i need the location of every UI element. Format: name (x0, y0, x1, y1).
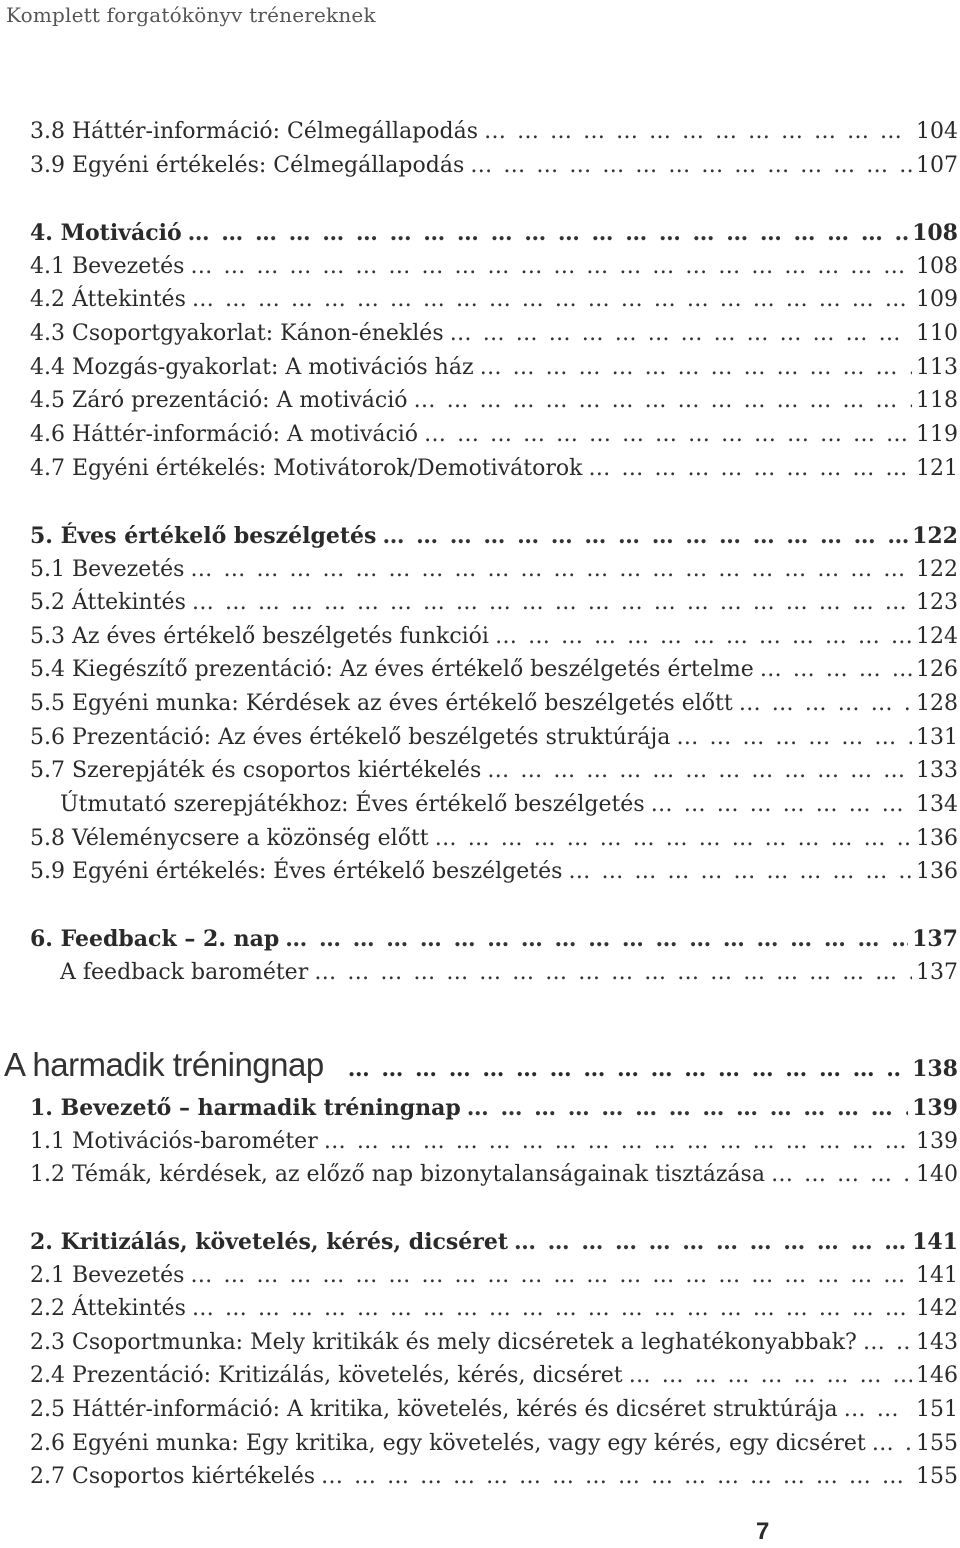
leader-dots (190, 1259, 912, 1293)
leader-dots (382, 519, 908, 553)
leader-dots (588, 452, 912, 486)
toc-entry[interactable] (30, 384, 958, 418)
toc-entry-title: 6. Feedback – 2. nap (30, 926, 280, 952)
toc-entry[interactable] (30, 1125, 958, 1159)
toc-entry-title: 2.5 Háttér-információ: A kritika, követelés, kérés és dicséret struktúrája (30, 1397, 838, 1422)
toc-entry-page: 141 (916, 1263, 958, 1288)
toc-entry-page: 108 (912, 220, 958, 246)
toc-entry-page: 141 (912, 1229, 958, 1255)
leader-dots (192, 283, 912, 317)
page-number: 7 (756, 1518, 770, 1545)
toc-entry-title: 4. Motiváció (30, 220, 182, 246)
toc-entry-page: 109 (916, 287, 958, 312)
leader-dots (467, 1091, 908, 1125)
leader-dots (348, 1056, 902, 1082)
toc-subentry[interactable] (60, 956, 958, 990)
leader-dots (424, 418, 912, 452)
leader-dots (450, 317, 912, 351)
toc-entry-page: 121 (916, 456, 958, 481)
toc-entry[interactable] (30, 452, 958, 486)
leader-dots (190, 250, 912, 284)
toc-entry-title: A feedback barométer (60, 960, 309, 985)
toc-entry-page: 134 (916, 792, 958, 817)
day-heading-title: A harmadik tréningnap (4, 1046, 324, 1083)
toc-entry-page: 124 (916, 624, 958, 649)
day-heading[interactable] (4, 1046, 958, 1094)
toc-entry[interactable] (30, 250, 958, 284)
toc-entry-title: 4.4 Mozgás-gyakorlat: A motivációs ház (30, 355, 474, 380)
leader-dots (192, 586, 912, 620)
toc-entry-page: 155 (916, 1431, 958, 1456)
leader-dots (844, 1393, 912, 1427)
toc-entry[interactable] (30, 620, 958, 654)
leader-dots (739, 687, 912, 721)
leader-dots (480, 351, 912, 385)
toc-entry-title: 2.7 Csoportos kiértékelés (30, 1464, 316, 1489)
leader-dots (435, 822, 912, 856)
toc-entry-title: 1.2 Témák, kérdések, az előző nap bizonytalanságainak tisztázása (30, 1162, 765, 1187)
toc-entry-page: 113 (916, 355, 958, 380)
toc-entry-title: 5. Éves értékelő beszélgetés (30, 523, 377, 549)
toc-entry-title: 3.8 Háttér-információ: Célmegállapodás (30, 119, 479, 144)
toc-entry[interactable] (30, 721, 958, 755)
toc-subentry[interactable] (60, 788, 958, 822)
toc-entry[interactable] (30, 1259, 958, 1293)
toc-entry-title: 1.1 Motivációs-barométer (30, 1129, 318, 1154)
day-heading-page: 138 (912, 1056, 958, 1082)
toc-entry[interactable] (30, 586, 958, 620)
leader-dots (487, 754, 912, 788)
toc-entry[interactable] (30, 1460, 958, 1494)
toc-entry-page: 155 (916, 1464, 958, 1489)
toc-entry[interactable] (30, 687, 958, 721)
toc-entry-title: 4.5 Záró prezentáció: A motiváció (30, 388, 408, 413)
toc-entry[interactable] (30, 1427, 958, 1461)
toc-entry[interactable] (30, 855, 958, 889)
toc-entry-title: 1. Bevezető – harmadik tréningnap (30, 1095, 461, 1121)
leader-dots (285, 922, 908, 956)
toc-entry-page: 122 (912, 523, 958, 549)
toc-entry[interactable] (30, 1359, 958, 1393)
leader-dots (192, 1292, 912, 1326)
leader-dots (651, 788, 912, 822)
toc-entry[interactable] (30, 418, 958, 452)
toc-entry-page: 128 (916, 691, 958, 716)
toc-entry-page: 139 (912, 1095, 958, 1121)
leader-dots (568, 855, 912, 889)
toc-entry[interactable] (30, 553, 958, 587)
toc-entry-title: 4.2 Áttekintés (30, 287, 186, 312)
toc-entry-page: 133 (916, 758, 958, 783)
toc-entry-page: 119 (916, 422, 958, 447)
toc-entry-page: 110 (916, 321, 958, 346)
toc-entry-page: 107 (916, 153, 958, 178)
running-header: Komplett forgatókönyv trénereknek (6, 3, 376, 27)
toc-entry-title: 3.9 Egyéni értékelés: Célmegállapodás (30, 153, 465, 178)
toc-entry-title: 5.1 Bevezetés (30, 557, 185, 582)
toc-entry-page: 137 (916, 960, 958, 985)
leader-dots (188, 216, 908, 250)
toc-entry-title: 4.7 Egyéni értékelés: Motivátorok/Demotivátorok (30, 456, 583, 481)
leader-dots (676, 721, 912, 755)
toc-entry-page: 140 (916, 1162, 958, 1187)
toc-entry[interactable] (30, 149, 958, 183)
toc-entry-title: 5.3 Az éves értékelő beszélgetés funkciói (30, 624, 489, 649)
leader-dots (470, 149, 912, 183)
toc-entry[interactable] (30, 1292, 958, 1326)
toc-entry-title: 4.3 Csoportgyakorlat: Kánon-éneklés (30, 321, 444, 346)
toc-entry[interactable] (30, 283, 958, 317)
toc-entry-page: 131 (916, 725, 958, 750)
leader-dots (771, 1158, 912, 1192)
leader-dots (629, 1359, 912, 1393)
toc-chapter[interactable] (30, 519, 958, 553)
leader-dots (321, 1460, 912, 1494)
toc-entry-page: 118 (916, 388, 958, 413)
leader-dots (484, 115, 912, 149)
leader-dots (514, 1225, 908, 1259)
leader-dots (324, 1125, 912, 1159)
toc-entry-page: 136 (916, 859, 958, 884)
toc-entry-title: 5.4 Kiegészítő prezentáció: Az éves értékelő beszélgetés értelme (30, 657, 754, 682)
toc-entry[interactable] (30, 1158, 958, 1192)
leader-dots (314, 956, 912, 990)
toc-entry-page: 143 (916, 1330, 958, 1355)
leader-dots (495, 620, 912, 654)
toc-entry-title: 5.5 Egyéni munka: Kérdések az éves értékelő beszélgetés előtt (30, 691, 733, 716)
toc-entry-title: 2.2 Áttekintés (30, 1296, 186, 1321)
leader-dots (190, 553, 912, 587)
toc-entry[interactable] (30, 317, 958, 351)
toc-entry-title: 5.7 Szerepjáték és csoportos kiértékelés (30, 758, 482, 783)
toc-entry-title: 5.8 Véleménycsere a közönség előtt (30, 826, 429, 851)
toc-entry-page: 146 (916, 1363, 958, 1388)
toc-entry-title: 5.6 Prezentáció: Az éves értékelő beszélgetés struktúrája (30, 725, 671, 750)
toc-entry-page: 126 (916, 657, 958, 682)
toc-entry[interactable] (30, 754, 958, 788)
toc-entry-title: 2.6 Egyéni munka: Egy kritika, egy követelés, vagy egy kérés, egy dicséret (30, 1431, 866, 1456)
toc-entry[interactable] (30, 1393, 958, 1427)
toc-entry-title: 2.4 Prezentáció: Kritizálás, követelés, kérés, dicséret (30, 1363, 623, 1388)
toc-chapter[interactable] (30, 1225, 958, 1259)
toc-entry-page: 136 (916, 826, 958, 851)
toc-entry-page: 108 (916, 254, 958, 279)
leader-dots (872, 1427, 912, 1461)
leader-dots (863, 1326, 912, 1360)
toc-entry-title: 4.1 Bevezetés (30, 254, 185, 279)
toc-entry-page: 123 (916, 590, 958, 615)
toc-entry[interactable] (30, 351, 958, 385)
toc-entry-page: 104 (916, 119, 958, 144)
toc-entry-title: 2. Kritizálás, követelés, kérés, dicséret (30, 1229, 508, 1255)
toc-entry[interactable] (30, 115, 958, 149)
toc-entry[interactable] (30, 822, 958, 856)
leader-dots (760, 653, 912, 687)
toc-entry-title: 5.2 Áttekintés (30, 590, 186, 615)
toc-entry[interactable] (30, 653, 958, 687)
leader-dots (414, 384, 912, 418)
toc-entry-page: 137 (912, 926, 958, 952)
toc-entry-page: 151 (916, 1397, 958, 1422)
toc-entry-title: 4.6 Háttér-információ: A motiváció (30, 422, 419, 447)
toc-entry-page: 122 (916, 557, 958, 582)
toc-entry-title: 2.3 Csoportmunka: Mely kritikák és mely dicséretek a leghatékonyabbak? (30, 1330, 857, 1355)
toc-entry-title: 2.1 Bevezetés (30, 1263, 185, 1288)
toc-entry-page: 142 (916, 1296, 958, 1321)
toc-chapter[interactable] (30, 1091, 958, 1125)
toc-entry[interactable] (30, 1326, 958, 1360)
toc-entry-title: 5.9 Egyéni értékelés: Éves értékelő beszélgetés (30, 859, 563, 884)
toc-entry-title: Útmutató szerepjátékhoz: Éves értékelő beszélgetés (60, 792, 645, 817)
toc-chapter[interactable] (30, 216, 958, 250)
toc-entry-page: 139 (916, 1129, 958, 1154)
toc-chapter[interactable] (30, 922, 958, 956)
